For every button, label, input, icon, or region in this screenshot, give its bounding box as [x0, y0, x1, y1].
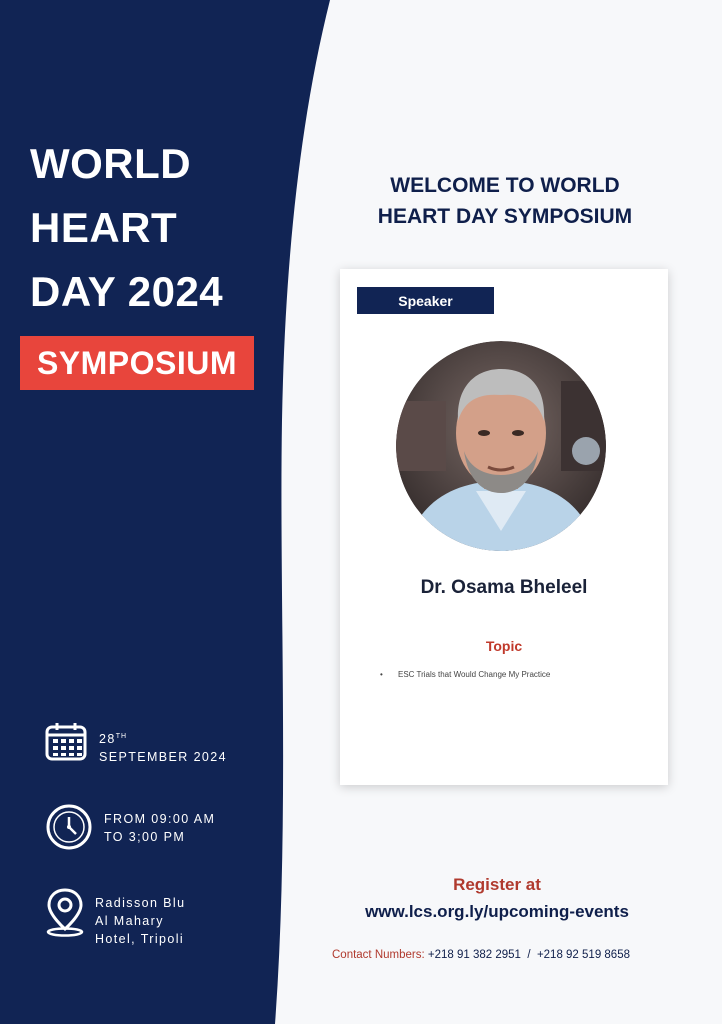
phone-2: +218 92 519 8658 — [536, 949, 630, 961]
venue-line-1: Radisson Blu — [95, 896, 186, 910]
event-time — [104, 810, 215, 846]
register-link[interactable]: www.lcs.org.ly/upcoming-events — [365, 902, 629, 921]
topic-item: ESC Trials that Would Change My Practice — [398, 670, 551, 679]
welcome-line-2: HEART DAY SYMPOSIUM — [377, 205, 633, 228]
title-line-3: DAY 2024 — [30, 268, 224, 315]
title-line-1: WORLD — [30, 140, 192, 187]
register-label: Register at — [453, 875, 541, 894]
title-line-2: HEART — [30, 204, 178, 251]
time-line-1: FROM 09:00 AM — [104, 812, 216, 826]
contact-numbers — [332, 949, 672, 961]
venue-line-3: Hotel, Tripoli — [95, 932, 185, 946]
symposium-badge: SYMPOSIUM — [20, 336, 254, 390]
topic-heading: Topic — [485, 638, 523, 654]
speaker-card — [340, 269, 668, 785]
event-venue — [95, 894, 185, 948]
speaker-portrait — [396, 341, 606, 551]
topic-bullet: • — [380, 670, 383, 679]
welcome-line-1: WELCOME TO WORLD — [390, 174, 620, 197]
date-suffix: TH — [115, 733, 128, 740]
contact-label: Contact Numbers: — [332, 949, 425, 961]
clock-icon — [45, 803, 93, 851]
speaker-name: Dr. Osama Bheleel — [420, 577, 588, 598]
venue-line-2: Al Mahary — [95, 914, 164, 928]
phone-separator: / — [527, 949, 531, 961]
time-line-2: TO 3;00 PM — [104, 830, 186, 844]
speaker-tag: Speaker — [357, 287, 494, 314]
event-date — [99, 728, 227, 766]
welcome-heading — [330, 170, 680, 232]
location-pin-icon — [44, 887, 86, 937]
calendar-icon — [44, 722, 90, 762]
date-day: 28 — [99, 732, 116, 747]
phone-1: +218 91 382 2951 — [427, 949, 521, 961]
date-month: SEPTEMBER 2024 — [99, 750, 227, 765]
